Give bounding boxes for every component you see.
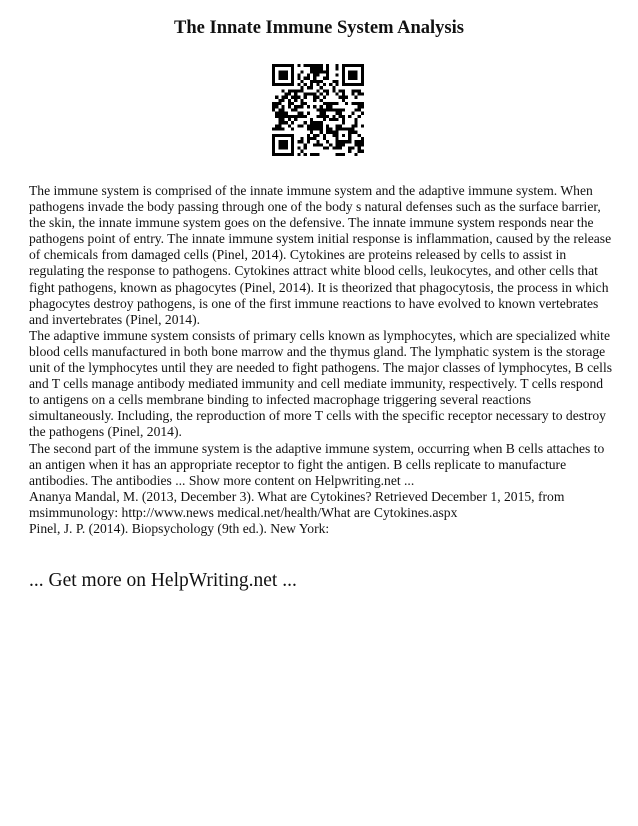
qr-code-icon[interactable]	[272, 64, 364, 156]
article-body	[29, 183, 614, 537]
page-title: The Innate Immune System Analysis	[174, 18, 464, 38]
reference-mandal: Ananya Mandal, M. (2013, December 3). What are Cytokines? Retrieved December 1, 2015, from msimmunology: http://www.news medical.net/health/What are Cytokines.aspx	[29, 488, 565, 520]
reference-pinel: Pinel, J. P. (2014). Biopsychology (9th ed.). New York:	[29, 520, 330, 536]
get-more-link[interactable]: ... Get more on HelpWriting.net ...	[29, 570, 297, 591]
paragraph-b-cells: The second part of the immune system is the adaptive immune system, occurring when B cells attaches to an antigen when it has an appropriate receptor to fight the antigen. B cells replicate to manufacture antibodies. The antibodies ... Show more content on Helpwriting.net ...	[29, 440, 605, 488]
paragraph-adaptive-immunity: The adaptive immune system consists of primary cells known as lymphocytes, which are specialized white blood cells manufactured in both bone marrow and the thymus gland. The lymphatic system is the storage unit of the lymphocytes until they are needed to fight pathogens. The major classes of lymphocytes, B cells and T cells manage antibody mediated immunity and cell mediate immunity, respectively. T cells respond to antigens on a cells membrane binding to infected macrophage triggering several reactions simultaneously. Including, the reproduction of more T cells with the specific receptor necessary to destroy the pathogens (Pinel, 2014).	[29, 327, 613, 440]
paragraph-innate-immunity: The immune system is comprised of the innate immune system and the adaptive immune system. When pathogens invade the body passing through one of the body s natural defenses such as the surface barrier, the skin, the innate immune system goes on the defensive. The innate immune system responds near the pathogens point of entry. The innate immune system initial response is inflammation, caused by the release of chemicals from damaged cells (Pinel, 2014). Cytokines are proteins released by cells to assist in regulating the response to pathogens. Cytokines attract white blood cells, leukocytes, and other cells that fight pathogens, known as phagocytes (Pinel, 2014). It is theorized that phagocytosis, the process in which phagocytes destroy pathogens, is one of the first immune reactions to have evolved to known vertebrates and invertebrates (Pinel, 2014).	[29, 183, 612, 327]
